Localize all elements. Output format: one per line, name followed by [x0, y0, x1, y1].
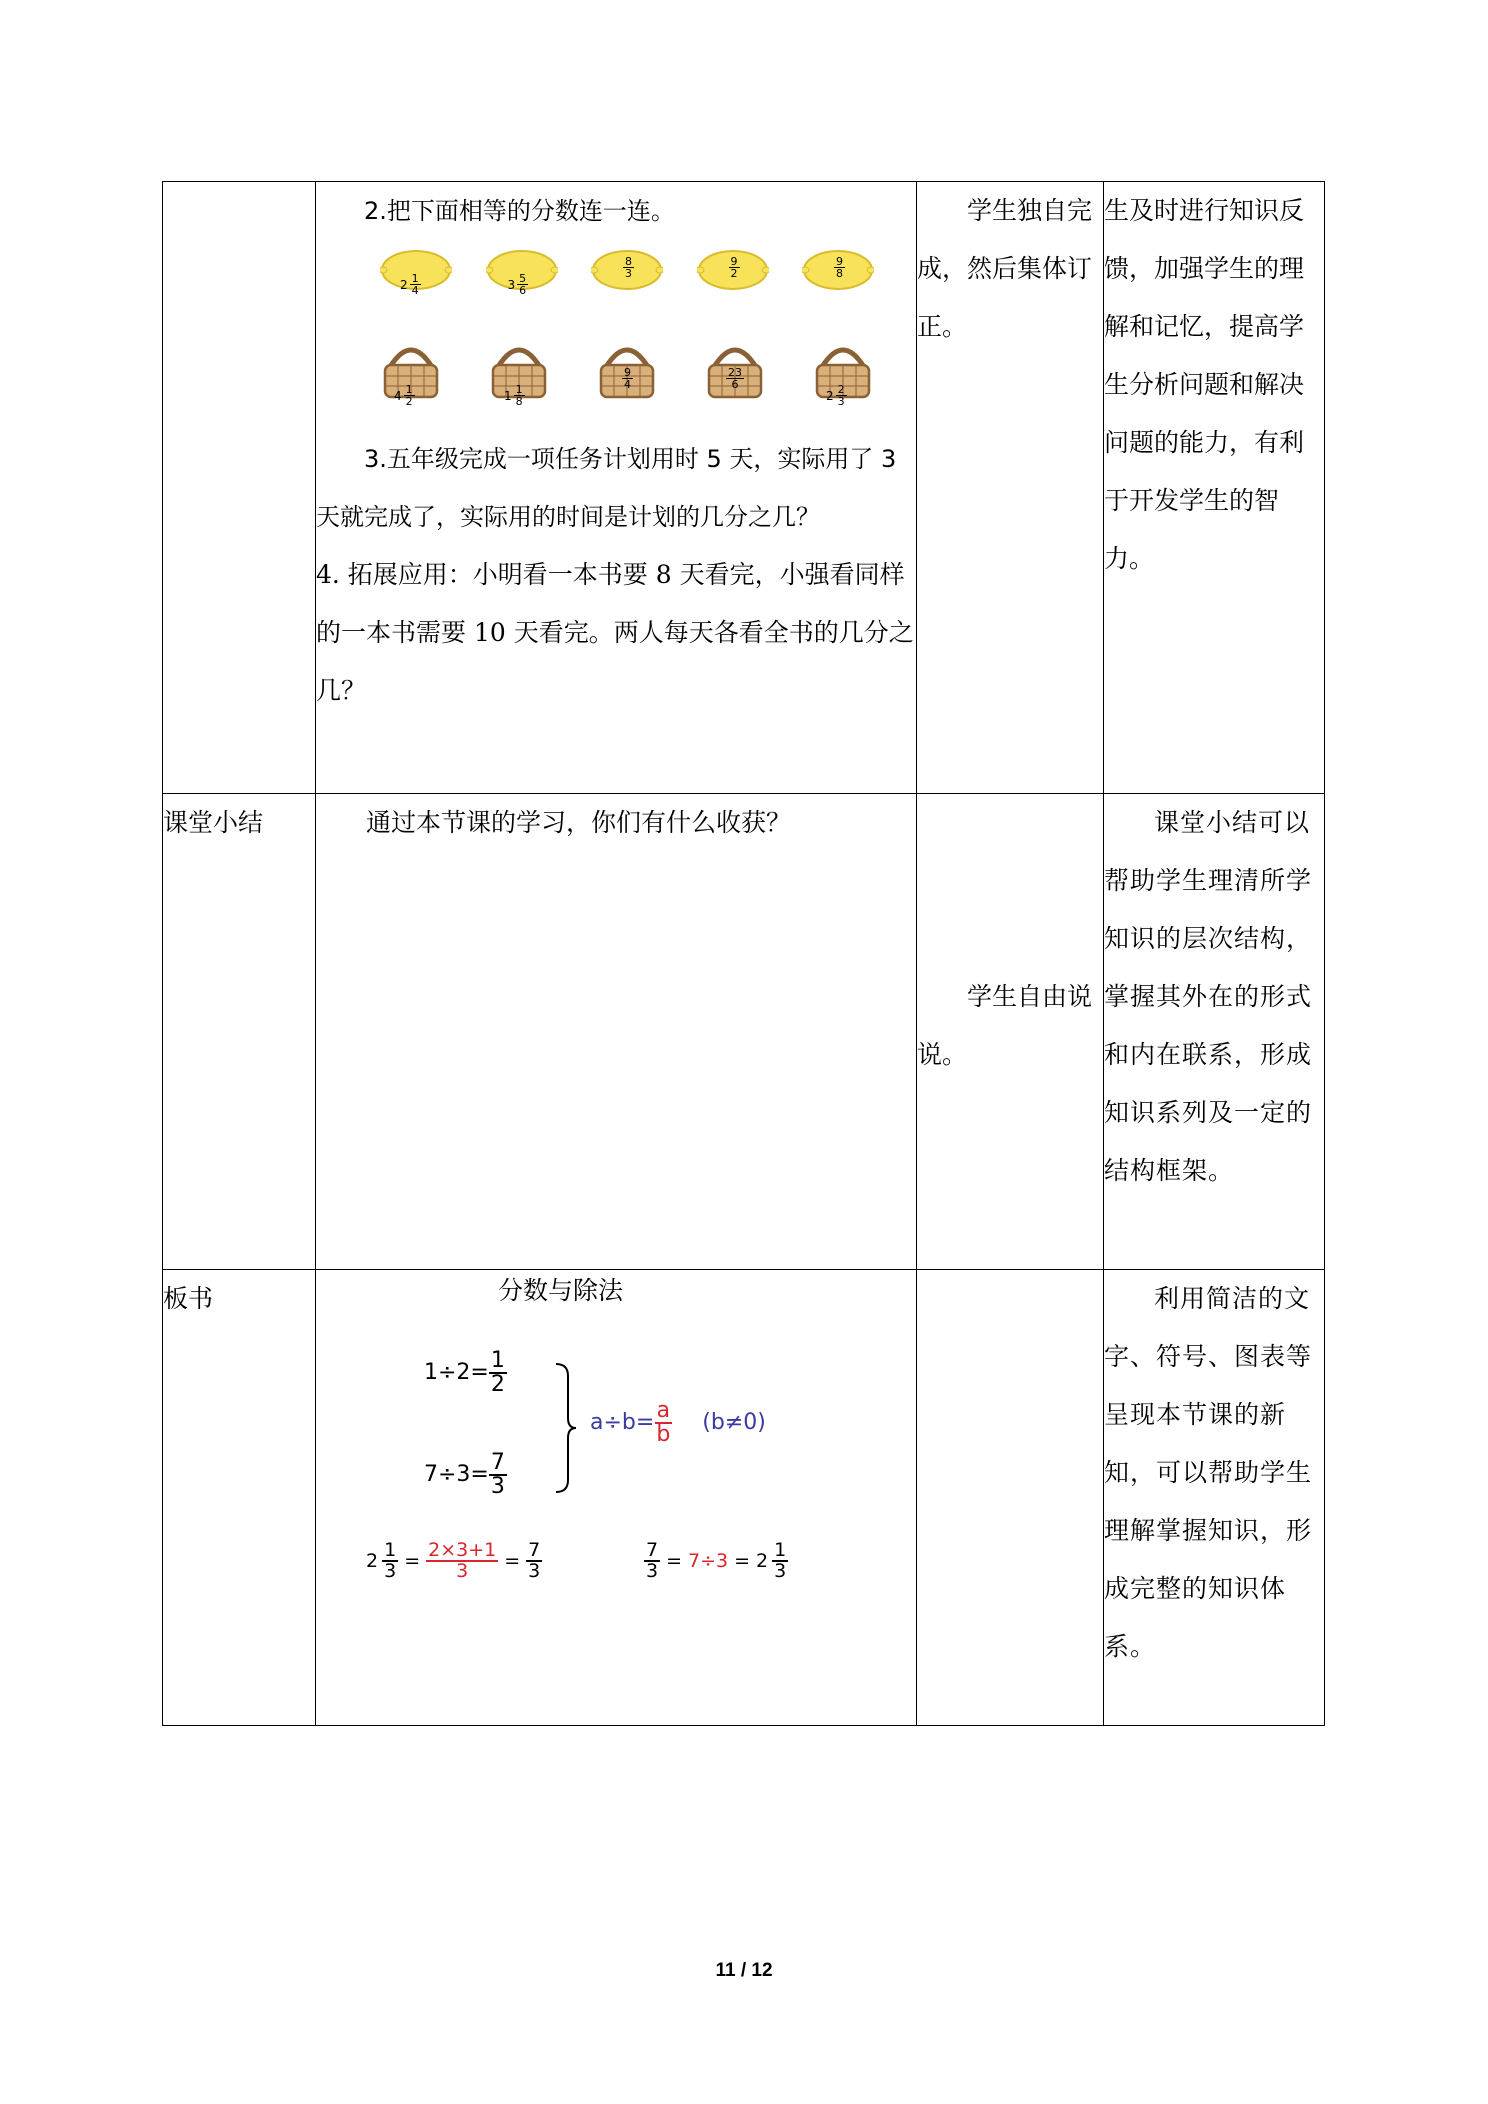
basket-num: 2: [837, 383, 845, 396]
rev-division: 7÷3: [688, 1550, 729, 1572]
lemon-den: 2: [730, 266, 738, 280]
section-label: 板书: [163, 1284, 214, 1313]
conversion-num: 2×3+1: [428, 1539, 497, 1561]
design-intent-cell: [1104, 182, 1325, 794]
basket-den: 6: [731, 377, 739, 391]
eq1-num: 1: [490, 1348, 505, 1373]
blackboard-design: [316, 1270, 916, 1700]
basket-5: [812, 337, 874, 422]
rev-den: 3: [646, 1560, 659, 1582]
student-activity-cell: [917, 182, 1104, 794]
lemon-num: 8: [625, 254, 632, 268]
general-formula: [590, 1394, 766, 1452]
design-intent-cell: [1104, 1270, 1325, 1726]
equals-sign: =: [404, 1550, 421, 1572]
eq1-left: 1÷2=: [424, 1360, 489, 1385]
eq2-left: 7÷3=: [424, 1462, 489, 1487]
basket-whole: 2: [826, 388, 834, 403]
lemon-4: [697, 246, 769, 315]
basket-den: 3: [837, 395, 845, 408]
question-3: 3.五年级完成一项任务计划用时 5 天，实际用了 3 天就完成了，实际用的时间是计划的几分之几？: [316, 445, 897, 531]
lemon-num: 9: [836, 254, 843, 268]
equals-sign: =: [734, 1550, 751, 1572]
content-cell: [316, 182, 917, 794]
basket-num: 23: [728, 365, 742, 379]
question-4: 4. 拓展应用：小明看一本书要 8 天看完，小强看同样的一本书需要 10 天看完。两人每天各看全书的几分之几？: [316, 560, 914, 705]
general-left: a÷b=: [590, 1410, 655, 1435]
general-den: b: [656, 1422, 671, 1447]
design-intent: 生及时进行知识反馈，加强学生的理解和记忆，提高学生分析问题和解决问题的能力，有利于开发学生的智力。: [1104, 196, 1305, 573]
result-num: 7: [528, 1539, 541, 1561]
content-cell: [316, 794, 917, 1270]
basket-3: [596, 337, 658, 422]
student-activity: 学生独自完成，然后集体订正。: [917, 196, 1093, 341]
page-number: 11 / 12: [715, 1960, 773, 1981]
lemon-num: 1: [411, 272, 419, 285]
student-activity-cell: [917, 1270, 1104, 1726]
mixed-den: 3: [384, 1560, 397, 1582]
section-cell: [163, 794, 316, 1270]
basket-num: 9: [624, 365, 631, 379]
brace-icon: [554, 1362, 578, 1494]
basket-row: [316, 334, 916, 424]
lemon-5: [802, 246, 874, 315]
student-activity-cell: [917, 794, 1104, 1270]
equation-1: [424, 1344, 507, 1402]
lemon-whole: 2: [400, 277, 408, 292]
result-den: 3: [528, 1560, 541, 1582]
equals-sign: =: [666, 1550, 683, 1572]
mixed-to-improper: [366, 1532, 542, 1590]
rev-fnum: 1: [774, 1539, 787, 1561]
lemon-2: [486, 246, 558, 315]
rev-fden: 3: [774, 1560, 787, 1582]
table-row: [163, 794, 1325, 1270]
mixed-whole: 2: [366, 1550, 379, 1572]
lemon-row: [316, 244, 916, 316]
basket-whole: 4: [394, 388, 402, 403]
basket-num: 1: [405, 383, 413, 396]
lemon-num: 9: [730, 254, 738, 268]
table-row: [163, 1270, 1325, 1726]
lemon-den: 6: [519, 284, 527, 297]
eq1-den: 2: [490, 1372, 505, 1397]
general-condition: (b≠0): [702, 1410, 766, 1435]
basket-4: [704, 337, 766, 422]
rev-whole: 2: [756, 1550, 769, 1572]
eq2-den: 3: [490, 1474, 505, 1499]
summary-question: 通过本节课的学习，你们有什么收获？: [366, 808, 792, 837]
content-cell: [316, 1270, 917, 1726]
lemon-num: 5: [519, 272, 527, 285]
eq2-num: 7: [490, 1450, 505, 1475]
general-num: a: [656, 1398, 671, 1423]
lemon-den: 4: [411, 284, 419, 297]
table-row: [163, 182, 1325, 794]
improper-to-mixed: [644, 1532, 788, 1590]
lemon-den: 3: [625, 266, 632, 280]
section-label: 课堂小结: [163, 808, 264, 837]
board-title: 分数与除法: [498, 1276, 624, 1305]
basket-num: 1: [515, 383, 523, 396]
basket-2: [488, 337, 550, 422]
question-2: 2.把下面相等的分数连一连。: [364, 197, 675, 225]
lemon-1: [380, 246, 452, 315]
student-activity: 学生自由说说。: [917, 982, 1093, 1069]
section-cell: [163, 182, 316, 794]
basket-1: [380, 337, 442, 422]
design-intent: 课堂小结可以帮助学生理清所学知识的层次结构，掌握其外在的形式和内在联系，形成知识系列及一定的结构框架。: [1104, 808, 1313, 1185]
conversion-den: 3: [456, 1560, 469, 1582]
basket-den: 4: [624, 377, 631, 391]
mixed-num: 1: [384, 1539, 397, 1561]
equals-sign: =: [504, 1550, 521, 1572]
lemon-den: 8: [836, 266, 843, 280]
section-cell: [163, 1270, 316, 1726]
rev-num: 7: [646, 1539, 659, 1561]
equation-2: [424, 1446, 507, 1504]
lemon-3: [591, 246, 663, 315]
basket-whole: 1: [504, 388, 512, 403]
lemon-whole: 3: [507, 277, 516, 292]
lesson-table: [162, 181, 1325, 1726]
design-intent-cell: [1104, 794, 1325, 1270]
basket-den: 8: [515, 395, 523, 408]
basket-den: 2: [405, 395, 413, 408]
design-intent: 利用简洁的文字、符号、图表等呈现本节课的新知，可以帮助学生理解掌握知识，形成完整的知识体系。: [1104, 1284, 1313, 1661]
